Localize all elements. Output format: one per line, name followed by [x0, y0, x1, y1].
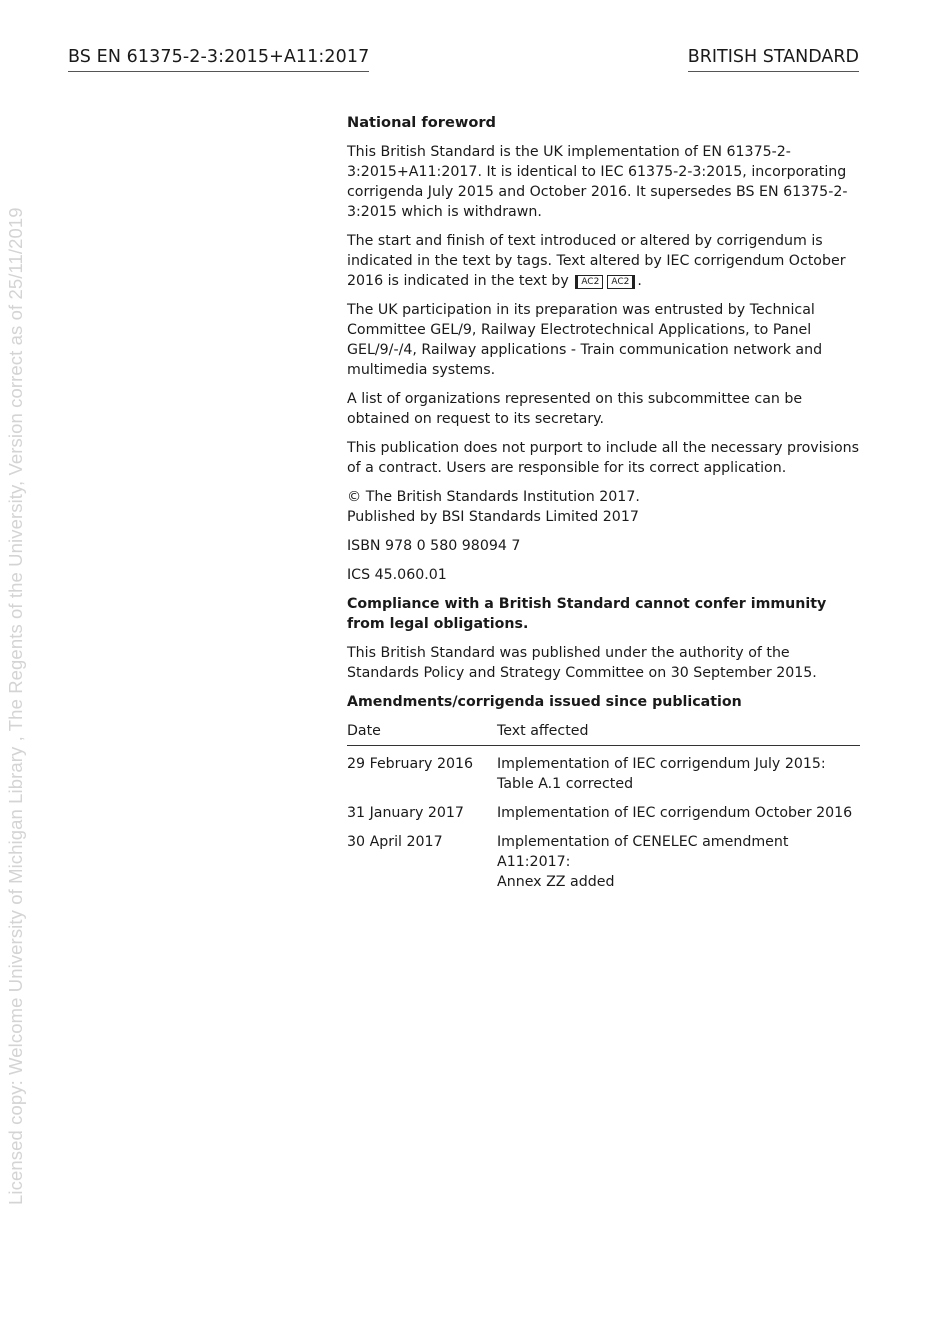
amendment-text-line: Table A.1 corrected — [497, 776, 634, 792]
standard-series-header: BRITISH STANDARD — [688, 47, 859, 72]
table-row — [347, 795, 860, 824]
amendment-text-line: Implementation of IEC corrigendum July 2015: — [497, 756, 826, 772]
copyright-block — [347, 487, 862, 527]
copyright-line: © The British Standards Institution 2017. — [347, 489, 640, 505]
isbn: ISBN 978 0 580 98094 7 — [347, 538, 521, 554]
amendment-text-affected — [497, 824, 860, 893]
amendment-date: 31 January 2017 — [347, 805, 464, 821]
column-header-text-affected: Text affected — [497, 721, 860, 746]
amendment-date: 29 February 2016 — [347, 756, 474, 772]
amendment-text-line: Implementation of IEC corrigendum October 2016 — [497, 805, 853, 821]
amendment-text-affected — [497, 746, 860, 796]
foreword-title: National foreword — [347, 114, 497, 131]
amendments-table — [347, 721, 860, 893]
amendments-heading: Amendments/corrigenda issued since publication — [347, 694, 742, 710]
authority-paragraph: This British Standard was published under the authority of the Standards Policy and Strategy Committee on 30 September 2015. — [347, 645, 817, 681]
ics-code: ICS 45.060.01 — [347, 567, 447, 583]
foreword-paragraph-provisions: This publication does not purport to include all the necessary provisions of a contract. Users are responsible for its correct application. — [347, 440, 860, 476]
table-row — [347, 824, 860, 893]
column-header-date: Date — [347, 721, 497, 746]
publisher-line: Published by BSI Standards Limited 2017 — [347, 509, 639, 525]
national-foreword-section — [347, 113, 862, 893]
foreword-paragraph-organizations: A list of organizations represented on this subcommittee can be obtained on request to its secretary. — [347, 391, 803, 427]
foreword-paragraph-corrigendum-tags — [347, 231, 862, 291]
corrigendum-tags-end: . — [637, 273, 642, 289]
foreword-paragraph-implementation: This British Standard is the UK implementation of EN 61375-2-3:2015+A11:2017. It is identical to IEC 61375-2-3:2015, incorporating corrigenda July 2015 and October 2016. It supersedes BS EN 61375-2-3:2015 which is withdrawn. — [347, 144, 848, 220]
amendment-date: 30 April 2017 — [347, 834, 443, 850]
amendments-table-header-row — [347, 721, 860, 746]
corrigendum-tags-text: The start and finish of text introduced or altered by corrigendum is indicated in the text by tags. Text altered by IEC corrigendum October 2016 is indicated in the text by — [347, 233, 846, 289]
ac2-close-tag-icon: AC2 — [607, 275, 635, 289]
ac2-open-tag-icon: AC2 — [575, 275, 603, 289]
foreword-paragraph-participation: The UK participation in its preparation was entrusted by Technical Committee GEL/9, Railway Electrotechnical Applications, to Panel GEL/9/-/4, Railway applications - Train communication network and multimedia systems. — [347, 302, 823, 378]
amendment-text-line: Annex ZZ added — [497, 874, 615, 890]
amendment-text-affected — [497, 795, 860, 824]
table-row — [347, 746, 860, 796]
amendment-text-line: Implementation of CENELEC amendment A11:2017: — [497, 834, 789, 870]
document-id-header: BS EN 61375-2-3:2015+A11:2017 — [68, 47, 369, 72]
compliance-heading: Compliance with a British Standard cannot confer immunity from legal obligations. — [347, 596, 827, 632]
license-watermark: Licensed copy: Welcome University of Michigan Library , The Regents of the University, Version correct as of 25/11/2019 — [5, 207, 26, 1205]
